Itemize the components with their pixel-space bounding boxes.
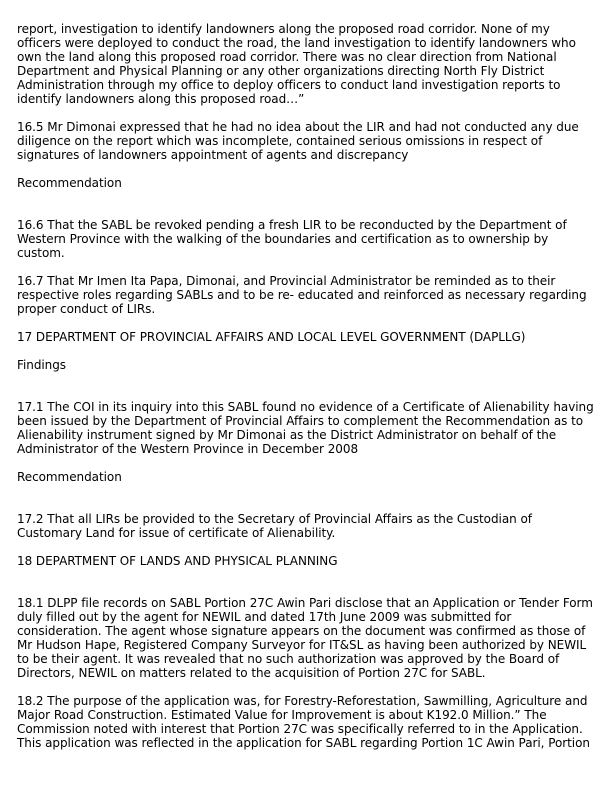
paragraph-16-6: 16.6 That the SABL be revoked pending a fresh LIR to be reconducted by the Department of Western Province with the walking of the boundaries and certification as to ownership by custom. — [17, 218, 567, 260]
paragraph-17-2: 17.2 That all LIRs be provided to the Secretary of Provincial Affairs as the Custodian of Customary Land for issue of certificate of Alienability. — [17, 512, 532, 540]
paragraph-road-corridor-quote: report, investigation to identify landowners along the proposed road corridor. None of my officers were deployed to conduct the road, the land investigation to identify landowners who own the land along this proposed road corridor. There was no clear direction from National Department and Physical Planning or any other organizations directing North Fly District Administration through my office to deploy officers to conduct land investigation reports to identify landowners along this proposed road…” — [17, 22, 576, 106]
section-heading-17: 17 DEPARTMENT OF PROVINCIAL AFFAIRS AND LOCAL LEVEL GOVERNMENT (DAPLLG) — [17, 330, 526, 344]
paragraph-18-2: 18.2 The purpose of the application was, for Forestry-Reforestation, Sawmilling, Agriculture and Major Road Construction. Estimated Value for Improvement is about K192.0 Million.” The Commission noted with interest that Portion 27C was specifically referred to in the Application. This application was reflected in the application for SABL regarding Portion 1C Awin Pari, Portion — [17, 694, 590, 750]
paragraph-17-1: 17.1 The COI in its inquiry into this SABL found no evidence of a Certificate of Alienability having been issued by the Department of Provincial Affairs to complement the Recommendation as to Alienability instrument signed by Mr Dimonai as the District Administrator on behalf of the Administrator of the Western Province in December 2008 — [17, 400, 594, 456]
paragraph-16-5: 16.5 Mr Dimonai expressed that he had no idea about the LIR and had not conducted any due diligence on the report which was incomplete, contained serious omissions in respect of signatures of landowners appointment of agents and discrepancy — [17, 120, 579, 162]
document-page — [17, 22, 597, 750]
heading-findings-17: Findings — [17, 358, 66, 372]
paragraph-16-7: 16.7 That Mr Imen Ita Papa, Dimonai, and Provincial Administrator be reminded as to their respective roles regarding SABLs and to be re- educated and reinforced as necessary regarding proper conduct of LIRs. — [17, 274, 587, 316]
heading-recommendation-16: Recommendation — [17, 176, 122, 190]
section-heading-18: 18 DEPARTMENT OF LANDS AND PHYSICAL PLANNING — [17, 554, 338, 568]
heading-recommendation-17: Recommendation — [17, 470, 122, 484]
paragraph-18-1: 18.1 DLPP file records on SABL Portion 27C Awin Pari disclose that an Application or Tender Form duly filled out by the agent for NEWIL and dated 17th June 2009 was submitted for consideration. The agent whose signature appears on the document was confirmed as those of Mr Hudson Hape, Registered Company Surveyor for IT&SL as having been authorized by NEWIL to be their agent. It was revealed that no such authorization was approved by the Board of Directors, NEWIL on matters related to the acquisition of Portion 27C for SABL. — [17, 596, 593, 680]
